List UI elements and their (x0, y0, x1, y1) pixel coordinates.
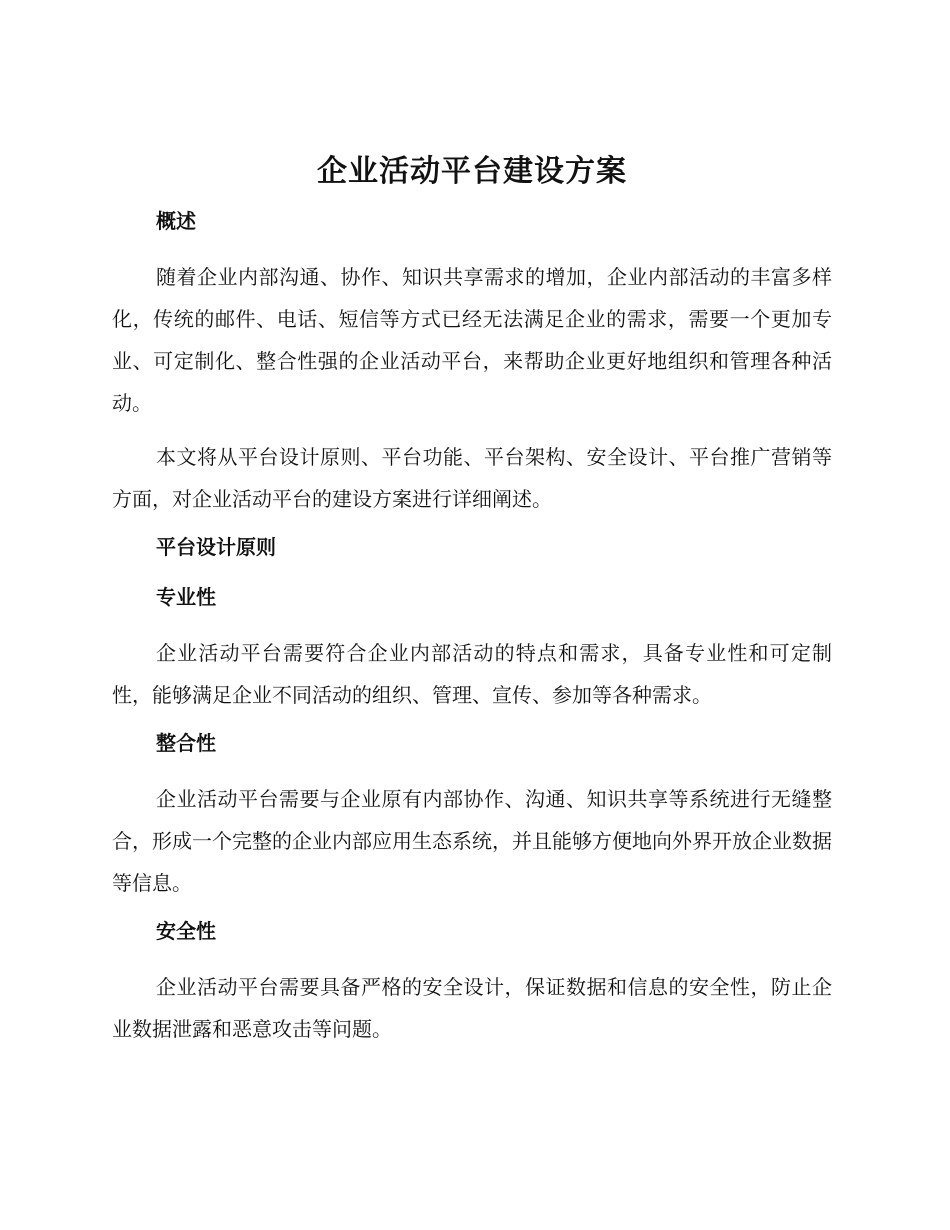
subheading-professionalism: 专业性 (156, 585, 216, 609)
section-heading-overview: 概述 (156, 209, 196, 233)
subheading-integration: 整合性 (156, 731, 216, 755)
paragraph-security: 企业活动平台需要具备严格的安全设计，保证数据和信息的安全性，防止企业数据泄露和恶意攻击等问题。 (112, 975, 832, 1041)
paragraph-overview-1: 随着企业内部沟通、协作、知识共享需求的增加，企业内部活动的丰富多样化，传统的邮件、电话、短信等方式已经无法满足企业的需求，需要一个更加专业、可定制化、整合性强的企业活动平台，来帮助企业更好地组织和管理各种活动。 (112, 265, 832, 415)
paragraph-integration: 企业活动平台需要与企业原有内部协作、沟通、知识共享等系统进行无缝整合，形成一个完整的企业内部应用生态系统，并且能够方便地向外界开放企业数据等信息。 (112, 787, 832, 895)
document-title: 企业活动平台建设方案 (317, 154, 627, 189)
section-heading-design-principles: 平台设计原则 (156, 535, 276, 559)
paragraph-professionalism: 企业活动平台需要符合企业内部活动的特点和需求，具备专业性和可定制性，能够满足企业不同活动的组织、管理、宣传、参加等各种需求。 (112, 641, 832, 707)
paragraph-overview-2: 本文将从平台设计原则、平台功能、平台架构、安全设计、平台推广营销等方面，对企业活动平台的建设方案进行详细阐述。 (112, 445, 832, 511)
subheading-security: 安全性 (156, 919, 216, 943)
document-page (112, 150, 832, 1062)
